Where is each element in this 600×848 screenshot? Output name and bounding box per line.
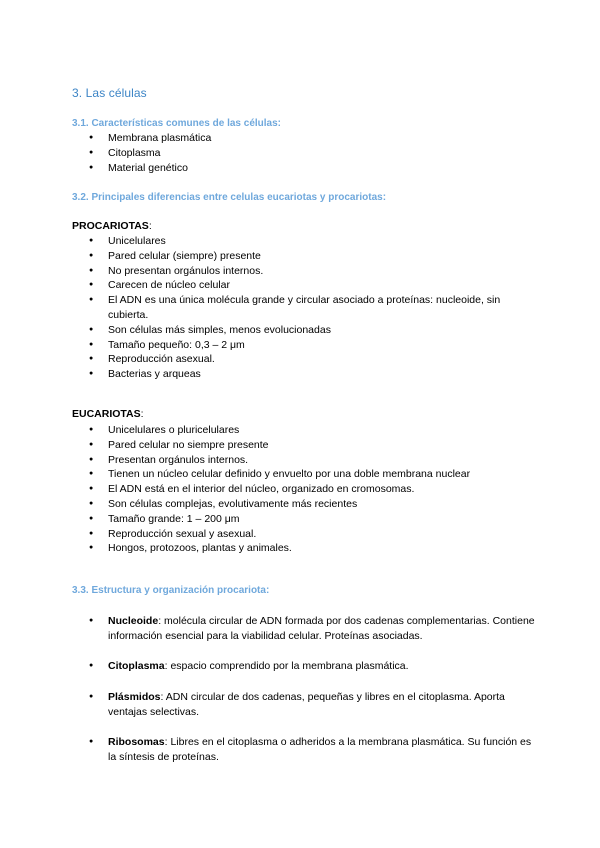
list-item: ● No presentan orgánulos internos. (0, 264, 600, 279)
list-item (0, 614, 600, 644)
heading-3-2: 3.2. Principales diferencias entre celulas eucariotas y procariotas: (72, 192, 387, 203)
definition: : ADN circular de dos cadenas, pequeñas y libres en el citoplasma. Aporta ventajas selectivas. (108, 690, 505, 718)
term: Citoplasma (108, 660, 165, 673)
list-item: ● Tamaño pequeño: 0,3 – 2 μm (0, 338, 600, 353)
common-features-list (0, 131, 600, 175)
term: Ribosomas (108, 736, 165, 749)
list-item: ● Reproducción sexual y asexual. (0, 527, 600, 542)
list-item: ● Unicelulares (0, 234, 600, 249)
list-item: ● Membrana plasmática (0, 131, 600, 146)
list-item: ● Reproducción asexual. (0, 352, 600, 367)
list-item: ● Pared celular (siempre) presente (0, 249, 600, 264)
list-item: ● El ADN es una única molécula grande y circular asociado a proteínas: nucleoide, sin cubierta. (0, 293, 600, 323)
section-title: 3. Las células (72, 86, 147, 100)
definition: : molécula circular de ADN formada por dos cadenas complementarias. Contiene información esencial para la viabilidad celular. Proteínas asociadas. (108, 615, 535, 643)
eukaryotes-list (0, 423, 600, 556)
list-item: ● Citoplasma (0, 146, 600, 161)
list-item: ● Son células complejas, evolutivamente más recientes (0, 497, 600, 512)
list-item: ● Unicelulares o pluricelulares (0, 423, 600, 438)
list-item (0, 659, 600, 674)
list-item: ● Bacterias y arqueas (0, 367, 600, 382)
term: Nucleoide (108, 615, 159, 627)
list-item: ● Material genético (0, 161, 600, 176)
list-item: ● Tamaño grande: 1 – 200 μm (0, 512, 600, 527)
list-item: ● El ADN está en el interior del núcleo, organizado en cromosomas. (0, 482, 600, 497)
list-item (0, 735, 600, 765)
prokaryotes-list (0, 234, 600, 382)
term: Plásmidos (108, 690, 161, 703)
list-item: ● Tienen un núcleo celular definido y envuelto por una doble membrana nuclear (0, 467, 600, 482)
list-item: ● Hongos, protozoos, plantas y animales. (0, 541, 600, 556)
list-item: ● Presentan orgánulos internos. (0, 453, 600, 468)
eukaryotes-label: EUCARIOTAS: (72, 408, 144, 420)
list-item: ● Son células más simples, menos evolucionadas (0, 323, 600, 338)
prokaryote-structure-list (0, 614, 600, 780)
list-item: ● Pared celular no siempre presente (0, 438, 600, 453)
definition: : Libres en el citoplasma o adheridos a la membrana plasmática. Su función es la síntesis de proteínas. (108, 736, 532, 764)
heading-3-1: 3.1. Características comunes de las células: (72, 118, 281, 129)
definition: : espacio comprendido por la membrana plasmática. (164, 660, 409, 673)
heading-3-3: 3.3. Estructura y organización procariota: (72, 585, 270, 596)
list-item (0, 690, 600, 720)
list-item: ● Carecen de núcleo celular (0, 278, 600, 293)
prokaryotes-label: PROCARIOTAS: (72, 220, 152, 232)
